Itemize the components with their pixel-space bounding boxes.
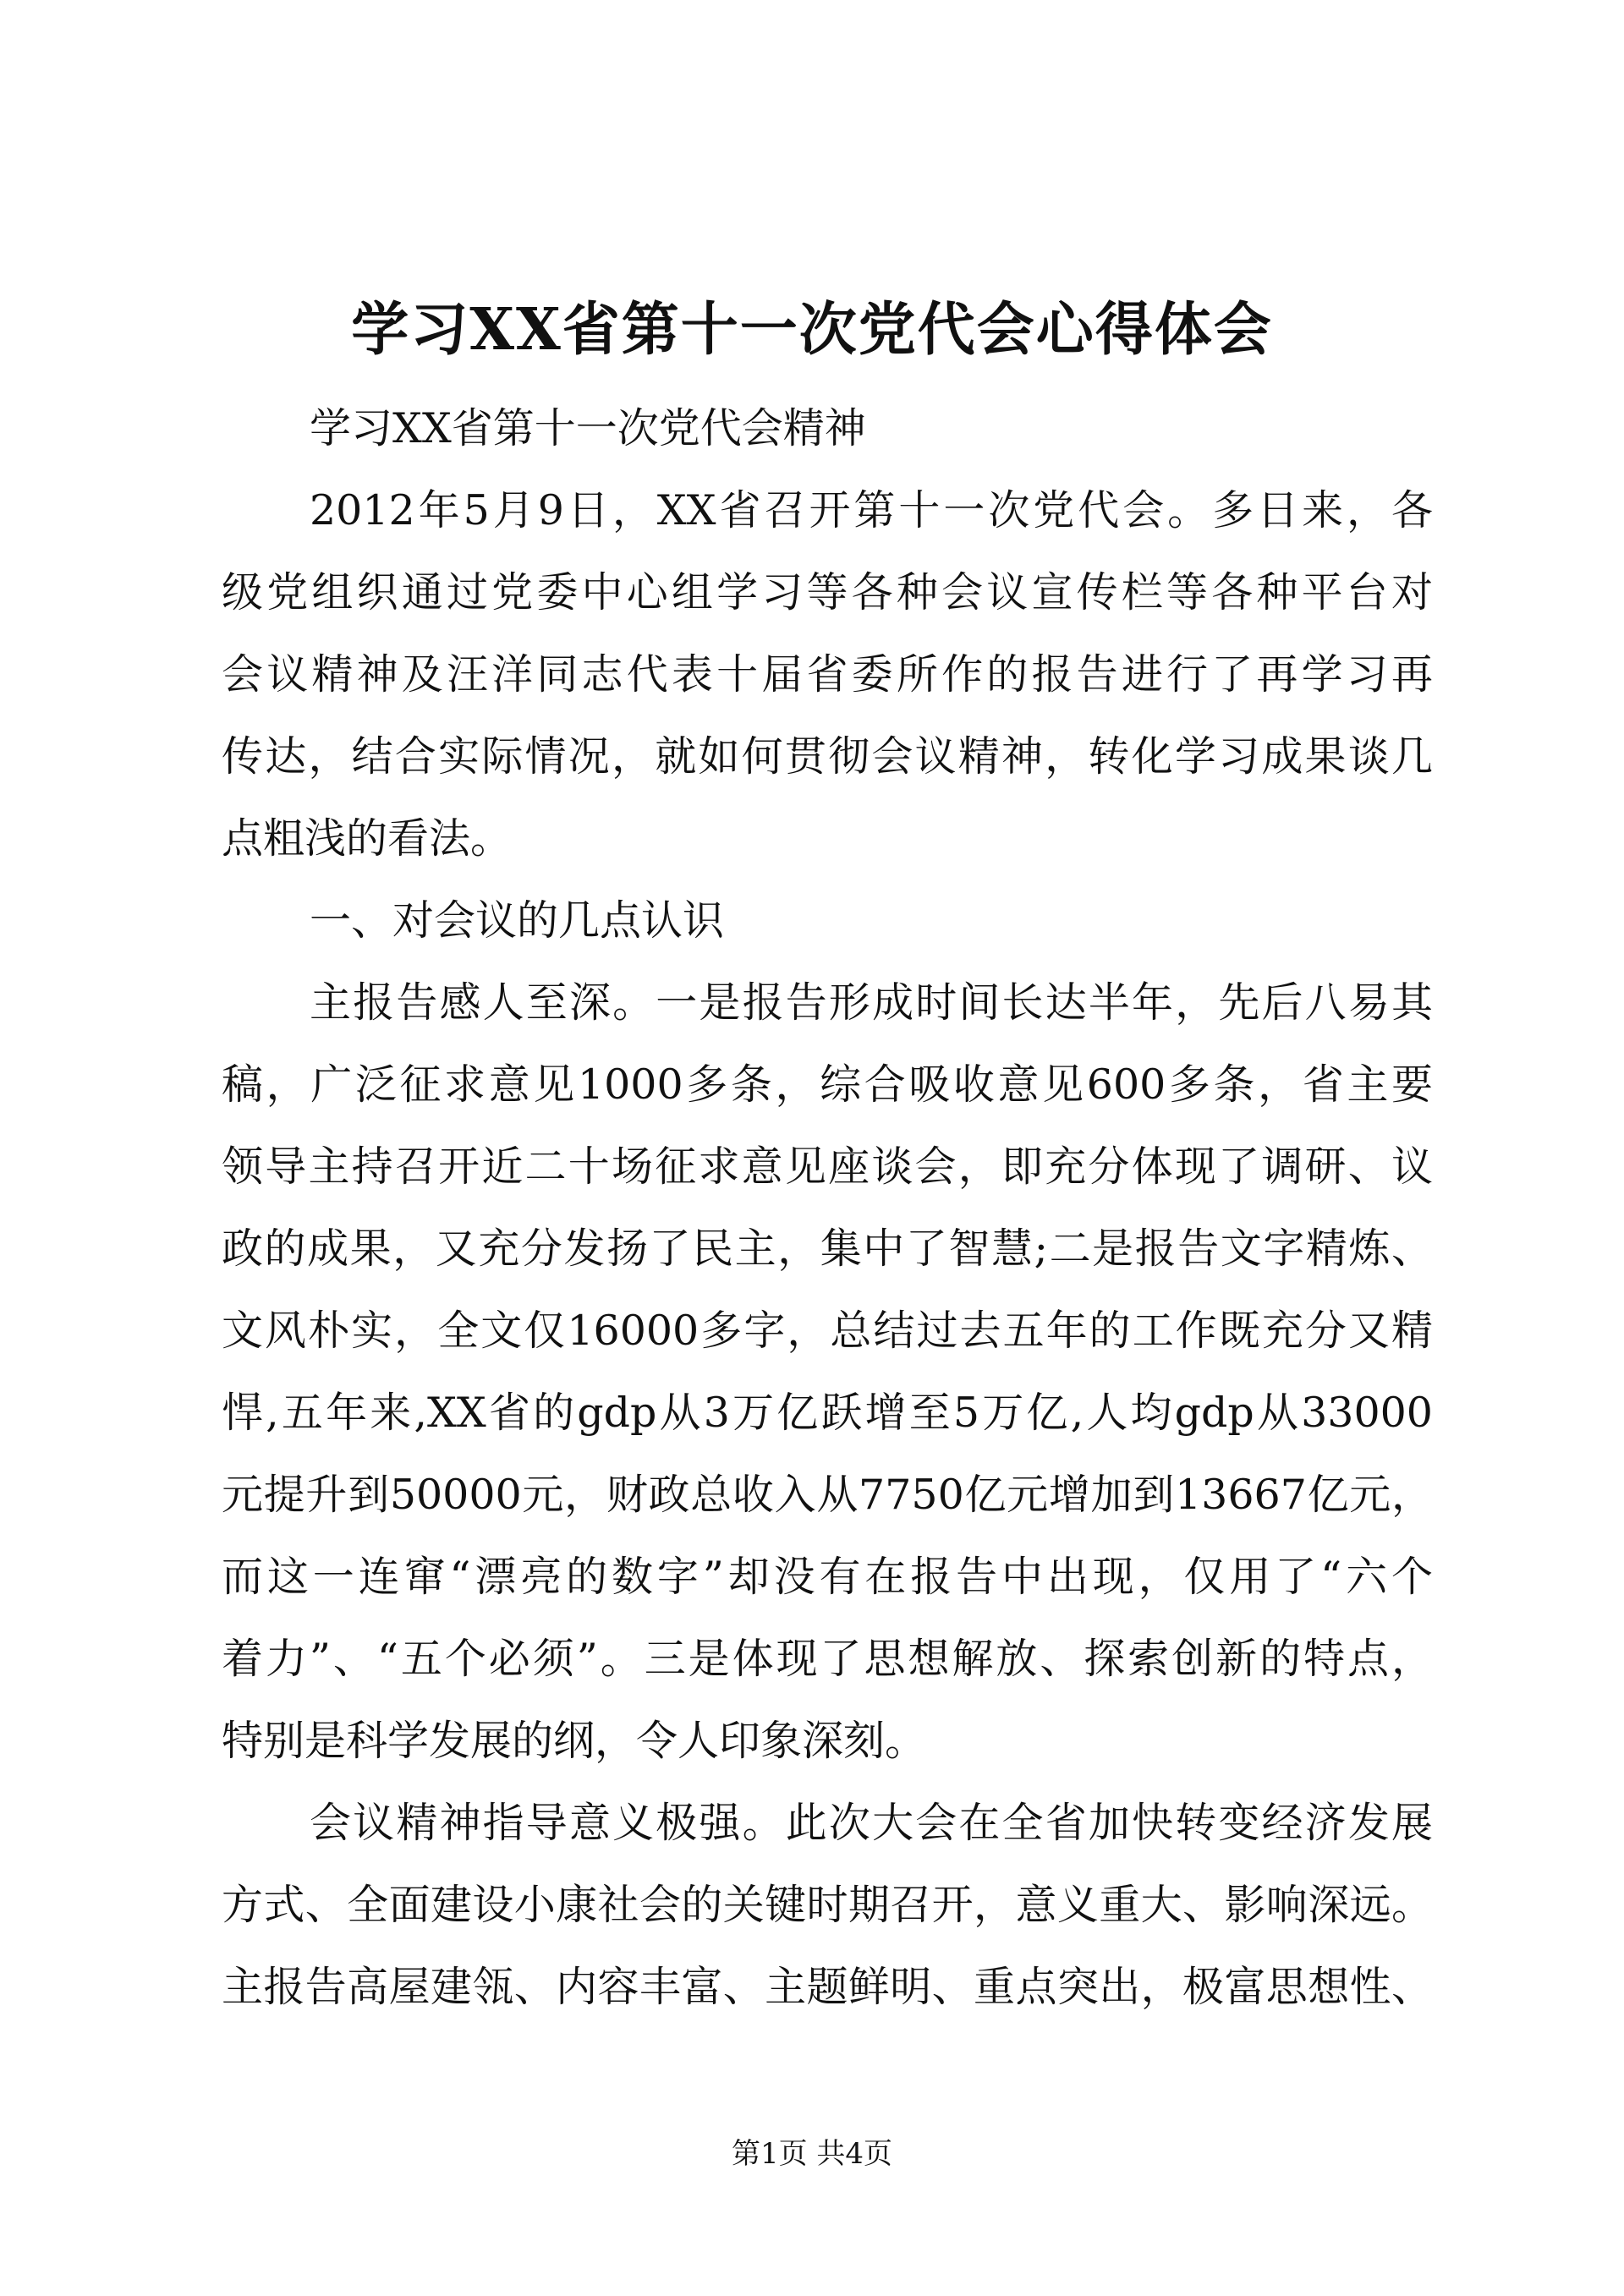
paragraph-line: 主报告感人至深。一是报告形成时间长达半年，先后八易其 <box>310 978 1433 1027</box>
paragraph-line: 主报告高屋建瓴、内容丰富、主题鲜明、重点突出，极富思想性、 <box>222 1963 1433 2011</box>
document-title: 学习XX省第十一次党代会心得体会 <box>351 296 1273 364</box>
paragraph-line: 着力”、“五个必须”。三是体现了思想解放、探索创新的特点， <box>222 1635 1433 1683</box>
paragraph-line: 文风朴实，全文仅16000多字，总结过去五年的工作既充分又精 <box>222 1307 1433 1355</box>
paragraph-line: 传达，结合实际情况，就如何贯彻会议精神，转化学习成果谈几 <box>222 732 1433 781</box>
document-body <box>222 387 1433 2028</box>
paragraph-line: 级党组织通过党委中心组学习等各种会议宣传栏等各种平台对 <box>222 568 1433 616</box>
paragraph-line: 点粗浅的看法。 <box>222 814 513 863</box>
paragraph-line: 会议精神及汪洋同志代表十届省委所作的报告进行了再学习再 <box>222 650 1433 699</box>
paragraph-line: 会议精神指导意义极强。此次大会在全省加快转变经济发展 <box>310 1799 1433 1847</box>
paragraph-line: 2012年5月9日，XX省召开第十一次党代会。多日来，各 <box>310 486 1433 534</box>
paragraph-line: 领导主持召开近二十场征求意见座谈会，即充分体现了调研、议 <box>222 1143 1433 1191</box>
page-number: 第1页 共4页 <box>731 2137 893 2171</box>
paragraph-line: 悍,五年来,XX省的gdp从3万亿跃增至5万亿,人均gdp从33000 <box>222 1389 1433 1437</box>
section-heading: 一、对会议的几点认识 <box>310 896 725 945</box>
paragraph-line: 元提升到50000元，财政总收入从7750亿元增加到13667亿元， <box>222 1471 1433 1519</box>
paragraph-line: 而这一连窜“漂亮的数字”却没有在报告中出现，仅用了“六个 <box>222 1553 1433 1601</box>
paragraph-line: 方式、全面建设小康社会的关键时期召开，意义重大、影响深远。 <box>222 1881 1433 1929</box>
paragraph-line: 政的成果，又充分发扬了民主，集中了智慧;二是报告文字精炼、 <box>222 1225 1433 1273</box>
paragraph-line: 稿，广泛征求意见1000多条，综合吸收意见600多条，省主要 <box>222 1060 1433 1109</box>
subtitle-line: 学习XX省第十一次党代会精神 <box>310 404 866 452</box>
paragraph-line: 特别是科学发展的纲，令人印象深刻。 <box>222 1717 927 1765</box>
